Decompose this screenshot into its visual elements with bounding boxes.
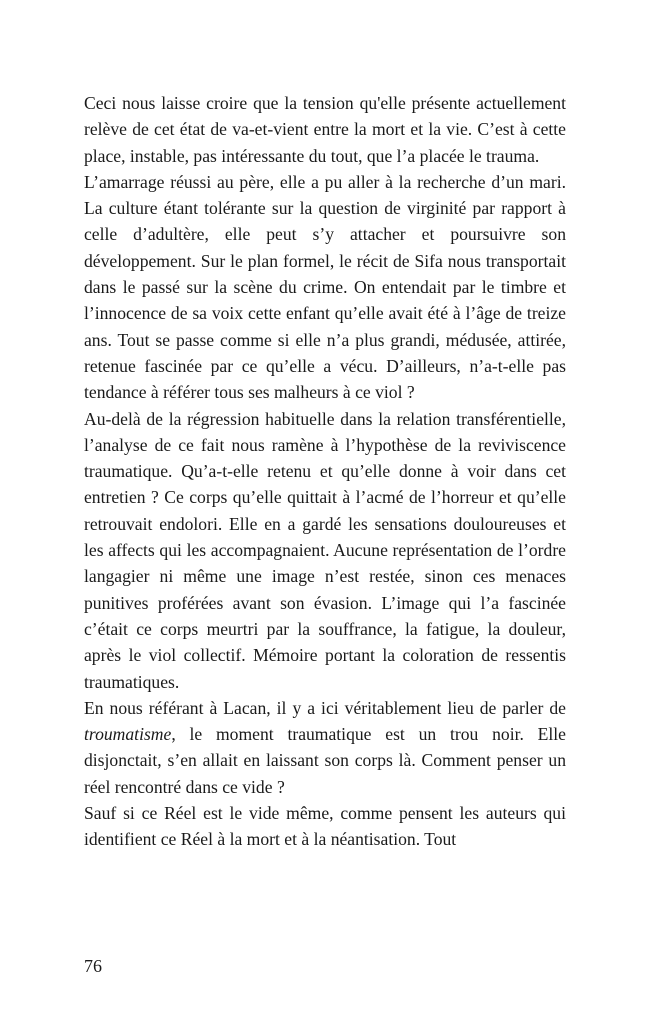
page-body (84, 90, 566, 853)
lacan-text-after: , le moment traumatique est un trou noir. Elle disjonctait, s’en allait en laissant son corps là. Comment penser un réel rencontré dans ce vide ? (84, 724, 566, 797)
emphasized-term: troumatisme (84, 724, 172, 745)
paragraph-reel: Sauf si ce Réel est le vide même, comme pensent les auteurs qui identifient ce Réel à la mort et à la néantisation. Tout (84, 803, 566, 850)
paragraph-regression: Au-delà de la régression habituelle dans la relation transférentielle, l’analyse de ce fait nous ramène à l’hypothèse de la reviviscence traumatique. Qu’a-t-elle retenu et qu’elle donne à voir dans cet entretien ? Ce corps qu’elle quittait à l’acmé de l’horreur et qu’elle retrouvait endolori. Elle en a gardé les sensations douloureuses et les affects qui les accompagnaient. Aucune représentation de l’ordre langagier ni même une image n’est restée, sinon ces menaces punitives proférées avant son évasion. L’image qui l’a fascinée c’était ce corps meurtri par la souffrance, la fatigue, la douleur, après le viol collectif. Mémoire portant la coloration de ressentis traumatiques. (84, 408, 566, 692)
paragraph-amarrage: L’amarrage réussi au père, elle a pu aller à la recherche d’un mari. La culture étant tolérante sur la question de virginité par rapport à celle d’adultère, elle peut s’y attacher et poursuivre son développement. Sur le plan formel, le récit de Sifa nous transportait dans le passé sur la scène du crime. On entendait par le timbre et l’innocence de sa voix cette enfant qu’elle avait été à l’âge de treize ans. Tout se passe comme si elle n’a plus grandi, médusée, attirée, retenue fascinée par ce qu’elle a vécu. D’ailleurs, n’a-t-elle pas tendance à référer tous ses malheurs à ce viol ? (84, 171, 566, 403)
paragraph-tension: Ceci nous laisse croire que la tension qu'elle présente actuellement relève de cet état de va-et-vient entre la mort et la vie. C’est à cette place, instable, pas intéressante du tout, que l’a placée le trauma. (84, 93, 566, 166)
page-number: 76 (84, 956, 102, 976)
lacan-text-before: En nous référant à Lacan, il y a ici véritablement lieu de parler de (84, 697, 566, 718)
paragraph-lacan (84, 695, 566, 800)
